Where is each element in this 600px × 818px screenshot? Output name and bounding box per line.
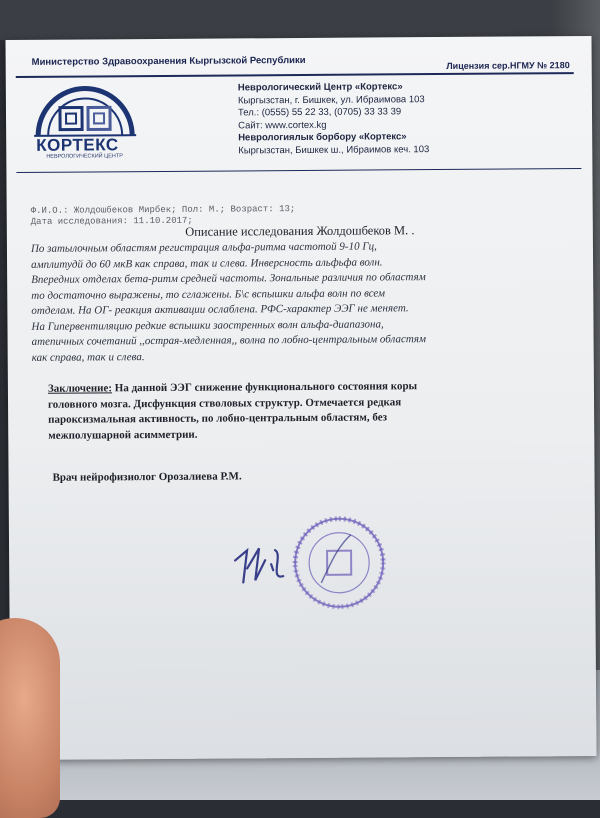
clinic-phones: Тел.: (0555) 55 22 33, (0705) 33 33 39: [237, 106, 402, 119]
conclusion-line: На данной ЭЭГ снижение функционального состояния коры: [111, 380, 418, 395]
conclusion-label: Заключение:: [47, 382, 113, 395]
logo-name: КОРТЕКС: [36, 135, 119, 155]
clinic-info: [238, 80, 559, 157]
report-description: [31, 238, 572, 366]
report-line: атепичных сочетаний ,,острая-медленная,, волна по лобно-центральным областям: [31, 333, 427, 348]
letterhead-bottom-rule: [16, 168, 581, 173]
clinic-logo: [30, 81, 141, 162]
conclusion-line: головного мозга. Дисфункция стволовых структур. Отмечается редкая: [47, 395, 402, 411]
round-stamp-icon: [289, 512, 390, 613]
report-line: как справа, так и слева.: [31, 350, 145, 364]
ministry-name: Министерство Здравоохранения Кыргызской Республики: [31, 54, 306, 68]
clinic-name-ky: Неврологиялык борбору «Кортекс»: [238, 131, 407, 144]
report-line: отделам. На ОГ- реакция активации ослаблена. РФС-характер ЭЭГ не меняет.: [31, 302, 409, 317]
background-top: [0, 0, 600, 40]
patient-line-2: Дата исследования: 11.10.2017;: [30, 215, 193, 227]
clinic-name-ru: Неврологический Центр «Кортекс»: [237, 81, 403, 94]
document-page: [5, 36, 596, 760]
report-line: По затылочным областям регистрация альфа-ритма частотой 9-10 Гц,: [30, 240, 377, 255]
cortex-logo-icon: [30, 81, 140, 138]
conclusion-line: межполушарной асимметрии.: [48, 428, 198, 442]
license-number: Лицензия сер.НГМУ № 2180: [446, 60, 570, 71]
letterhead-top-rule: [16, 50, 574, 78]
report-line: Впередних отделах бета-ритм средней частоты. Зональные различия по областям: [31, 271, 426, 286]
conclusion: [48, 378, 578, 444]
clinic-site: Сайт: www.cortex.kg: [238, 119, 327, 131]
report-title: Описание исследования Жолдошбеков М. .: [185, 223, 415, 239]
conclusion-line: пароксизмальная активность, по лобно-центральным областям, без: [48, 411, 388, 426]
doctor-name: Врач нейрофизиолог Орозалиева Р.М.: [52, 470, 242, 484]
report-line: то достаточно выражены, то сглажены. Б\с вспышки альфа волн по всем: [31, 286, 386, 302]
clinic-address-ky: Кыргызстан, Бишкек ш., Ибраимов кеч. 103: [238, 143, 430, 156]
report-line: На Гипервентиляцию редкие вспышки заостренных волн альфа-диапазона,: [31, 317, 384, 333]
logo-subtitle: НЕВРОЛОГИЧЕСКИЙ ЦЕНТР: [46, 153, 123, 160]
report-line: амплитудй до 60 мкВ как справа, так и слева. Инверсность альфьфа волн.: [31, 255, 383, 271]
thumb: [0, 618, 60, 818]
clinic-address-ru: Кыргызстан, г. Бишкек, ул. Ибраимова 103: [237, 93, 425, 106]
patient-line-1: Ф.И.О.: Жолдошбеков Мирбек; Пол: М.; Возраст: 13;: [30, 204, 296, 216]
